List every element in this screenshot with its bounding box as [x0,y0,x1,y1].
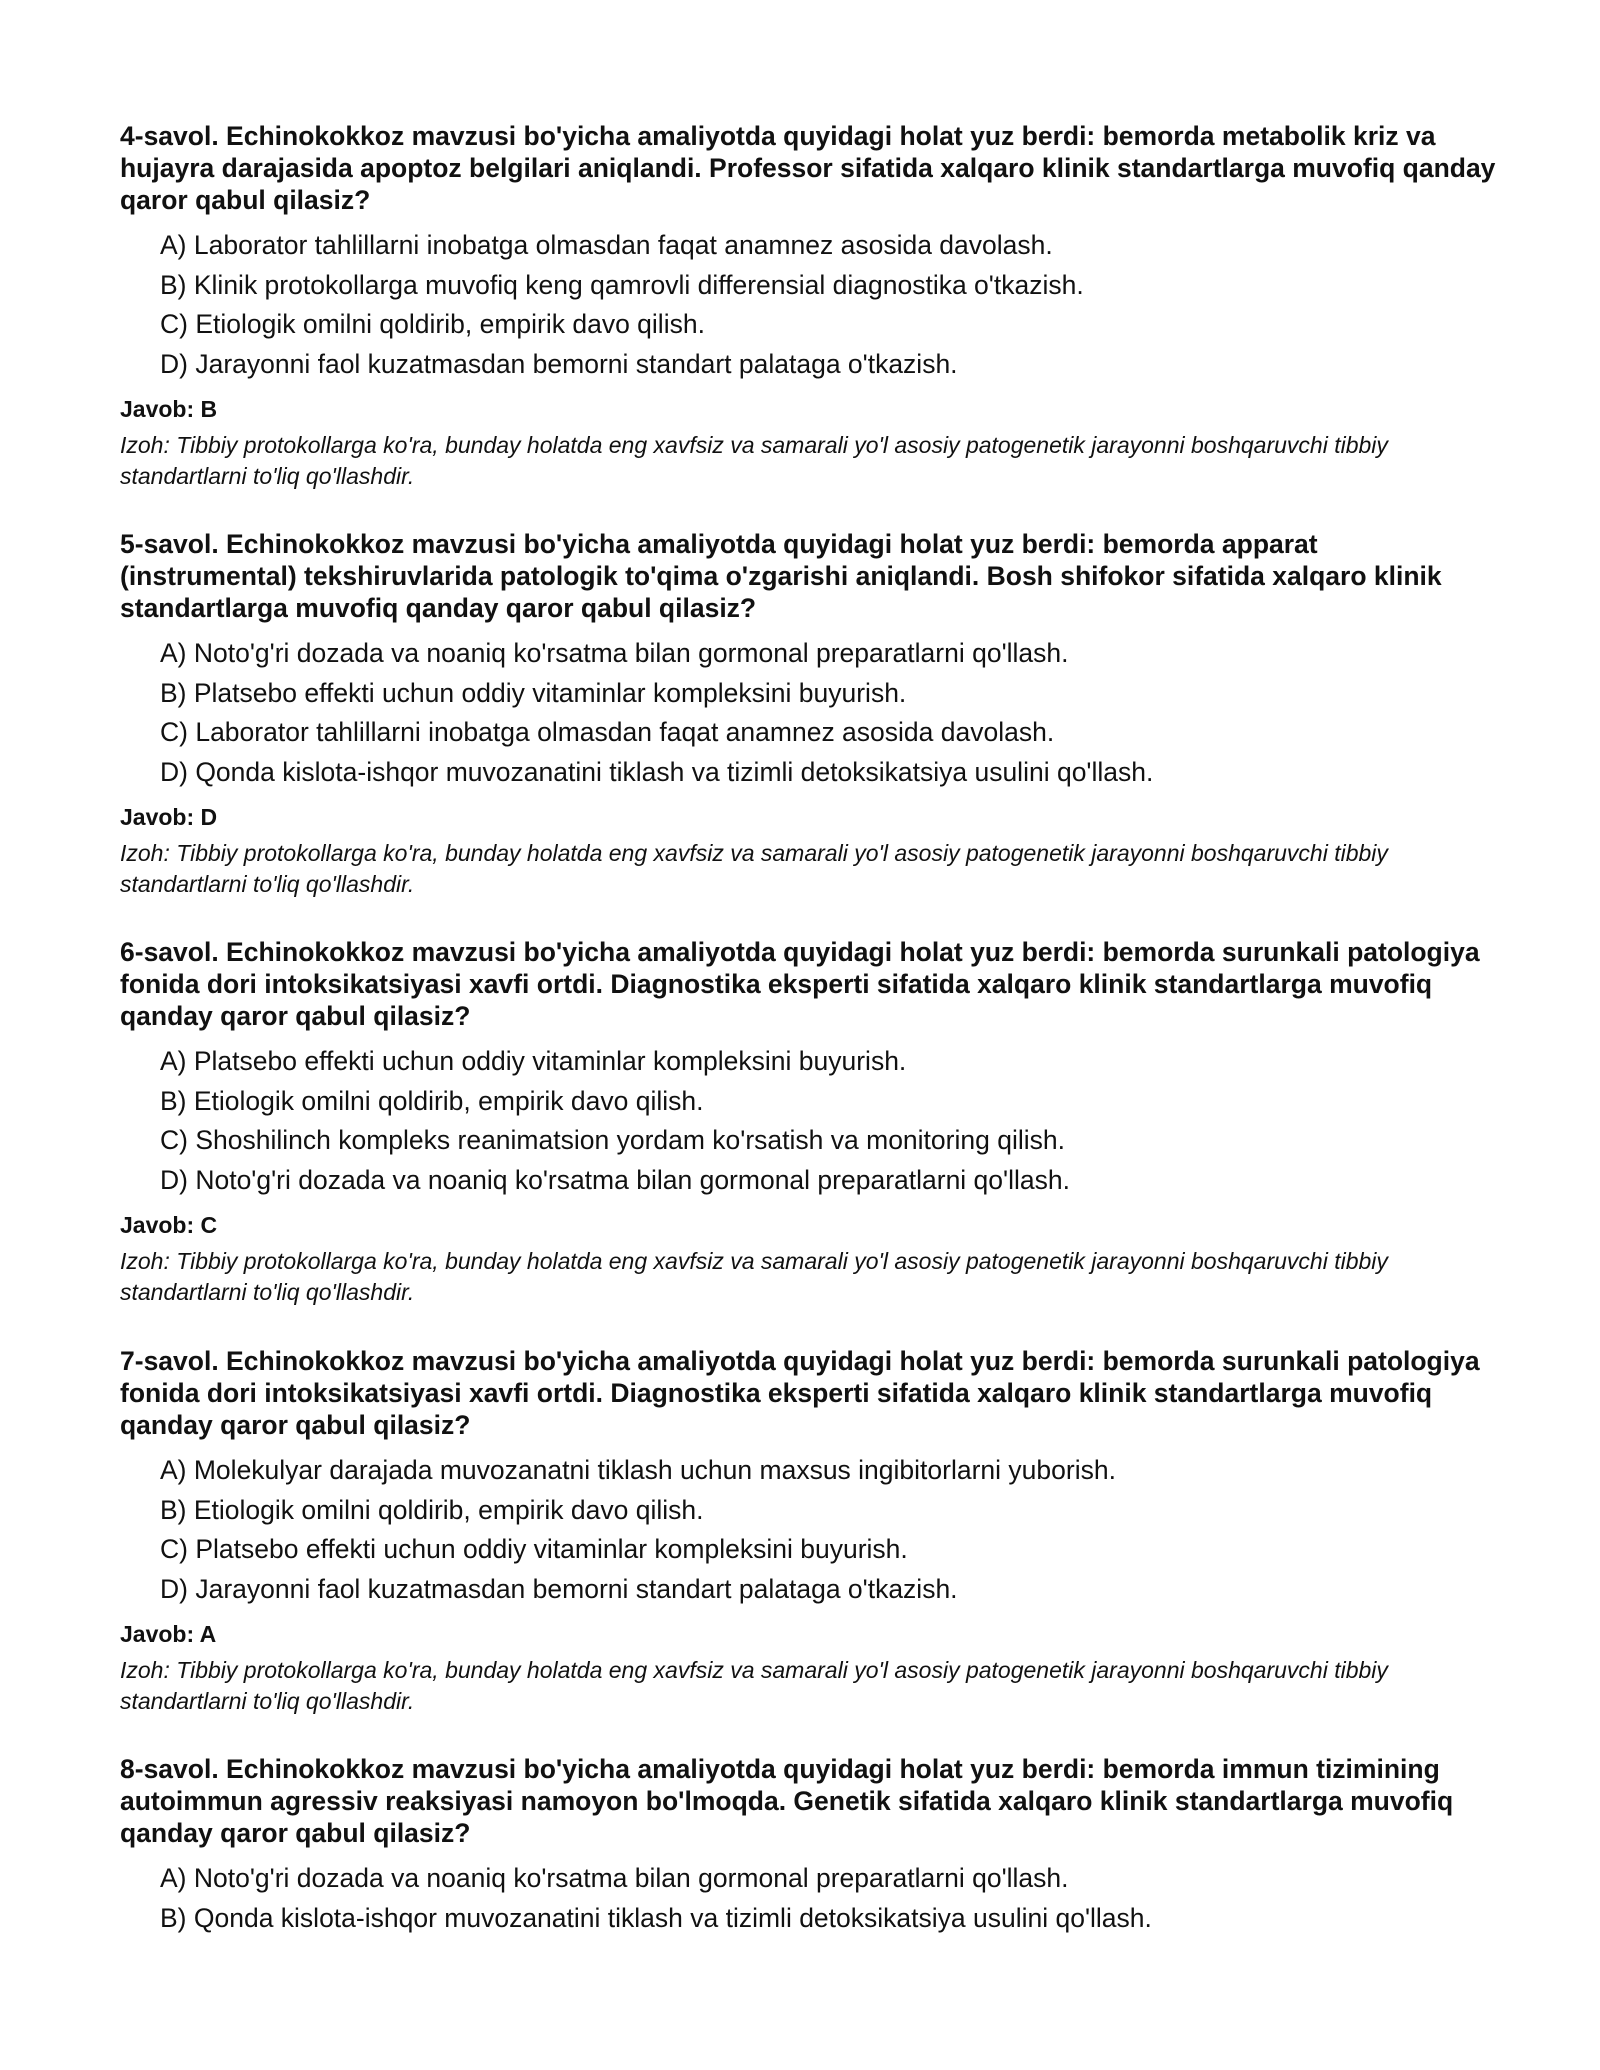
question-block [120,936,1500,1308]
option-list [160,1859,1500,1938]
option-a: A) Noto'g'ri dozada va noaniq ko'rsatma bilan gormonal preparatlarni qo'llash. [160,638,1069,668]
option-list [160,1451,1500,1609]
option-c: C) Shoshilinch kompleks reanimatsion yordam ko'rsatish va monitoring qilish. [160,1125,1065,1155]
option-a: A) Molekulyar darajada muvozanatni tiklash uchun maxsus ingibitorlarni yuborish. [160,1455,1116,1485]
question-title: 7-savol. Echinokokkoz mavzusi bo'yicha amaliyotda quyidagi holat yuz berdi: bemorda surunkali patologiya fonida dori intoksikatsiyasi xavfi ortdi. Diagnostika eksperti sifatida xalqaro klinik standartlarga muvofiq qanday qaror qabul qilasiz? [120,1346,1480,1440]
question-title: 5-savol. Echinokokkoz mavzusi bo'yicha amaliyotda quyidagi holat yuz berdi: bemorda apparat (instrumental) tekshiruvlarida patologik to'qima o'zgarishi aniqlandi. Bosh shifokor sifatida xalqaro klinik standartlarga muvofiq qanday qaror qabul qilasiz? [120,529,1442,623]
option-d: D) Qonda kislota-ishqor muvozanatini tiklash va tizimli detoksikatsiya usulini qo'llash. [160,756,1154,787]
option-a: A) Laborator tahlillarni inobatga olmasdan faqat anamnez asosida davolash. [160,230,1053,260]
question-block [120,1753,1500,1938]
option-c: C) Etiologik omilni qoldirib, empirik davo qilish. [160,309,705,339]
answer-label: Javob: C [120,1212,218,1238]
explanation-note: Izoh: Tibbiy protokollarga ko'ra, bunday holatda eng xavfsiz va samarali yo'l asosiy patogenetik jarayonni boshqaruvchi tibbiy standartlarni to'liq qo'llashdir. [120,840,1388,897]
option-list [160,226,1500,384]
option-b: B) Klinik protokollarga muvofiq keng qamrovli differensial diagnostika o'tkazish. [160,269,1084,300]
question-title: 4-savol. Echinokokkoz mavzusi bo'yicha amaliyotda quyidagi holat yuz berdi: bemorda metabolik kriz va hujayra darajasida apoptoz belgilari aniqlandi. Professor sifatida xalqaro klinik standartlarga muvofiq qanday qaror qabul qilasiz? [120,121,1496,215]
option-b: B) Qonda kislota-ishqor muvozanatini tiklash va tizimli detoksikatsiya usulini qo'llash. [160,1902,1152,1933]
option-b: B) Platsebo effekti uchun oddiy vitaminlar kompleksini buyurish. [160,677,907,708]
question-block [120,1345,1500,1717]
option-c: C) Platsebo effekti uchun oddiy vitaminlar kompleksini buyurish. [160,1534,908,1564]
option-b: B) Etiologik omilni qoldirib, empirik davo qilish. [160,1494,704,1525]
answer-label: Javob: A [120,1621,217,1647]
option-a: A) Platsebo effekti uchun oddiy vitaminlar kompleksini buyurish. [160,1046,907,1076]
option-a: A) Noto'g'ri dozada va noaniq ko'rsatma bilan gormonal preparatlarni qo'llash. [160,1863,1069,1893]
answer-label: Javob: B [120,396,218,422]
option-d: D) Jarayonni faol kuzatmasdan bemorni standart palataga o'tkazish. [160,348,958,379]
option-d: D) Noto'g'ri dozada va noaniq ko'rsatma bilan gormonal preparatlarni qo'llash. [160,1164,1070,1195]
option-c: C) Laborator tahlillarni inobatga olmasdan faqat anamnez asosida davolash. [160,717,1055,747]
answer-label: Javob: D [120,804,218,830]
question-block [120,120,1500,492]
option-d: D) Jarayonni faol kuzatmasdan bemorni standart palataga o'tkazish. [160,1573,958,1604]
question-title: 6-savol. Echinokokkoz mavzusi bo'yicha amaliyotda quyidagi holat yuz berdi: bemorda surunkali patologiya fonida dori intoksikatsiyasi xavfi ortdi. Diagnostika eksperti sifatida xalqaro klinik standartlarga muvofiq qanday qaror qabul qilasiz? [120,937,1480,1031]
question-title: 8-savol. Echinokokkoz mavzusi bo'yicha amaliyotda quyidagi holat yuz berdi: bemorda immun tizimining autoimmun agressiv reaksiyasi namoyon bo'lmoqda. Genetik sifatida xalqaro klinik standartlarga muvofiq qanday qaror qabul qilasiz? [120,1754,1454,1848]
explanation-note: Izoh: Tibbiy protokollarga ko'ra, bunday holatda eng xavfsiz va samarali yo'l asosiy patogenetik jarayonni boshqaruvchi tibbiy standartlarni to'liq qo'llashdir. [120,1248,1388,1305]
explanation-note: Izoh: Tibbiy protokollarga ko'ra, bunday holatda eng xavfsiz va samarali yo'l asosiy patogenetik jarayonni boshqaruvchi tibbiy standartlarni to'liq qo'llashdir. [120,1657,1388,1714]
question-block [120,528,1500,900]
option-list [160,1042,1500,1200]
option-b: B) Etiologik omilni qoldirib, empirik davo qilish. [160,1085,704,1116]
option-list [160,634,1500,792]
explanation-note: Izoh: Tibbiy protokollarga ko'ra, bunday holatda eng xavfsiz va samarali yo'l asosiy patogenetik jarayonni boshqaruvchi tibbiy standartlarni to'liq qo'llashdir. [120,432,1388,489]
